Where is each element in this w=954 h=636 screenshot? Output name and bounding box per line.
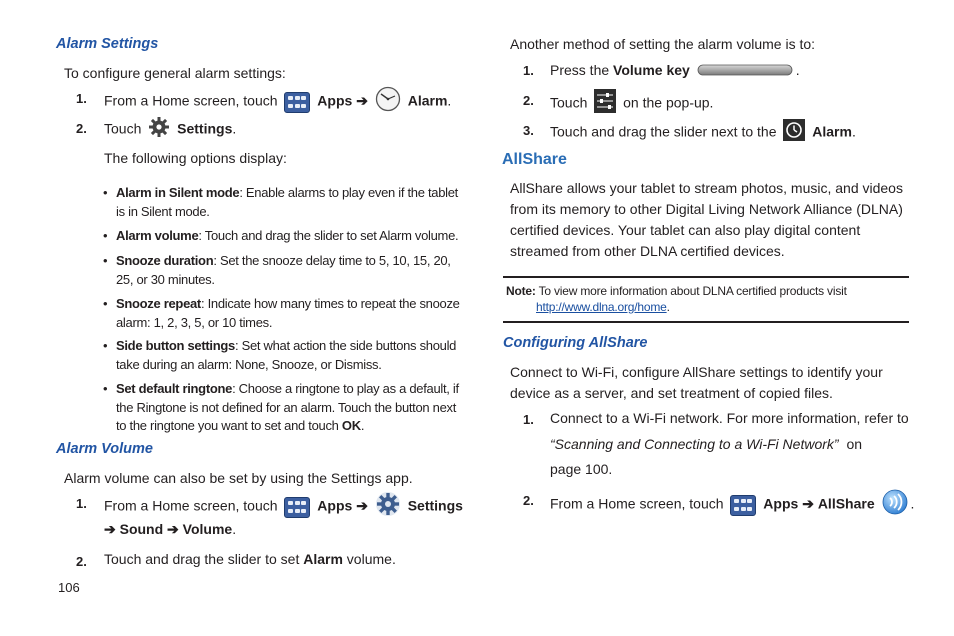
- volume-step1: [550, 60, 800, 82]
- bullet-text: [116, 380, 464, 436]
- bullet-dot: •: [103, 338, 108, 353]
- note-box: [506, 284, 906, 315]
- option-description: : Indicate how many times to repeat the snooze alarm: 1, 2, 3, 5, or 10 times.: [116, 296, 460, 330]
- settings-gear-blue-icon: [375, 491, 401, 523]
- step-text: volume.: [342, 551, 396, 567]
- volume-key-icon: [697, 61, 793, 82]
- step-text: Touch and drag the slider next to the: [550, 123, 777, 140]
- option-term: Snooze repeat: [116, 296, 201, 311]
- allshare-label: AllShare: [817, 495, 875, 512]
- configuring-step1-line2: [550, 434, 862, 455]
- period: .: [360, 418, 365, 433]
- step-text: From a Home screen, touch: [104, 497, 278, 514]
- apps-label: Apps: [317, 92, 353, 109]
- xref-title: “Scanning and Connecting to a Wi-Fi Network”: [550, 436, 839, 452]
- step-text: From a Home screen, touch: [550, 495, 724, 512]
- apps-grid-icon: [730, 495, 756, 516]
- step-number: 1.: [76, 496, 87, 511]
- step-number: 1.: [523, 412, 534, 427]
- alarm-clock-icon: [375, 86, 401, 118]
- apps-label: Apps: [317, 497, 353, 514]
- alarm-label: Alarm: [812, 123, 852, 140]
- option-description: : Enable alarms to play even if the tablet is in Silent mode.: [116, 185, 458, 219]
- path-text: ➔ Sound ➔ Volume: [104, 521, 233, 537]
- configuring-step1-line3: page 100.: [550, 461, 613, 477]
- arrow: ➔: [356, 92, 368, 109]
- step-number: 2.: [523, 93, 534, 108]
- ok-label: OK: [341, 418, 361, 433]
- configuring-paragraph: Connect to Wi-Fi, configure AllShare settings to identify your device as a server, and set treatment of copied files.: [510, 364, 883, 401]
- period: .: [795, 62, 800, 78]
- note-text: To view more information about DLNA certified products visit: [535, 284, 847, 298]
- bullet-dot: •: [103, 253, 108, 268]
- option-description: : Touch and drag the slider to set Alarm volume.: [198, 228, 459, 243]
- step-text: From a Home screen, touch: [104, 92, 278, 109]
- page-number: 106: [58, 580, 80, 595]
- option-description: : Set what action the side buttons should take during an alarm: None, Snooze, or Dismiss.: [116, 338, 457, 372]
- divider-bottom: [503, 321, 909, 323]
- step-number: 1.: [523, 63, 534, 78]
- step-text: Touch and drag the slider to set: [104, 551, 304, 567]
- configuring-step1-line1: Connect to a Wi-Fi network. For more information, refer to: [550, 410, 909, 426]
- volume-method-intro: Another method of setting the alarm volume is to:: [510, 36, 816, 52]
- option-description: : Set the snooze delay time to 5, 10, 15, 20, 25, or 30 minutes.: [116, 253, 451, 287]
- option-term: Snooze duration: [116, 253, 214, 268]
- bullet-dot: •: [103, 296, 108, 311]
- volume-step2: [550, 89, 713, 119]
- step-number: 1.: [76, 91, 87, 106]
- bullet-text: [116, 337, 464, 374]
- step-number: 2.: [523, 493, 534, 508]
- period: .: [232, 521, 237, 537]
- allshare-paragraph: AllShare allows your tablet to stream photos, music, and videos from its memory to other Digital Living Network Alliance (DLNA) certified devices. Your tablet can also play digital content streamed from other DLNA certified devices.: [510, 180, 903, 259]
- option-bullet-item: [105, 380, 465, 436]
- alarm-small-icon: [783, 119, 805, 147]
- divider-top: [503, 276, 909, 278]
- settings-label: Settings: [177, 120, 233, 137]
- allshare-icon: [882, 489, 908, 521]
- heading-alarm-volume: Alarm Volume: [56, 441, 153, 457]
- apps-grid-icon: [284, 92, 310, 113]
- bullet-dot: •: [103, 185, 108, 200]
- arrow: ➔: [356, 497, 368, 514]
- alarm-settings-intro: To configure general alarm settings:: [64, 65, 286, 81]
- bullet-text: [116, 184, 464, 221]
- option-term: Alarm in Silent mode: [116, 185, 240, 200]
- configuring-step2: [550, 489, 914, 521]
- alarm-volume-step2: [104, 549, 396, 570]
- bullet-text: [116, 252, 464, 289]
- bullet-text: [116, 227, 464, 246]
- bullet-dot: •: [103, 381, 108, 396]
- option-term: Side button settings: [116, 338, 235, 353]
- settings-label: Settings: [407, 497, 463, 514]
- heading-alarm-settings: Alarm Settings: [56, 36, 159, 52]
- apps-grid-icon: [284, 497, 310, 518]
- option-bullet-item: [105, 227, 465, 246]
- step-text: Touch: [104, 120, 142, 137]
- bullet-dot: •: [103, 228, 108, 243]
- volume-key-label: Volume key: [613, 62, 690, 78]
- bullet-text: [116, 295, 464, 332]
- option-bullet-item: [105, 184, 465, 221]
- option-bullet-item: [105, 295, 465, 332]
- volume-step3: [550, 119, 856, 147]
- option-bullet-item: [105, 337, 465, 374]
- alarm-volume-intro: Alarm volume can also be set by using the Settings app.: [64, 470, 413, 486]
- step-text: Touch: [550, 94, 588, 111]
- step-number: 2.: [76, 121, 87, 136]
- arrow: ➔: [802, 495, 814, 512]
- heading-allshare: AllShare: [502, 151, 567, 168]
- step-text: Press the: [550, 62, 614, 78]
- option-term: Set default ringtone: [116, 381, 233, 396]
- step-text: on: [846, 436, 863, 452]
- option-bullet-item: [105, 252, 465, 289]
- alarm-label: Alarm: [303, 551, 343, 567]
- alarm-settings-step2: [104, 116, 236, 144]
- period: .: [910, 495, 915, 512]
- note-label: Note:: [506, 284, 536, 298]
- dlna-link[interactable]: http://www.dlna.org/home: [536, 299, 667, 314]
- settings-gear-icon: [148, 116, 170, 144]
- sliders-icon: [594, 89, 616, 119]
- sound-volume-path: [104, 519, 236, 540]
- heading-configuring-allshare: Configuring AllShare: [503, 335, 648, 351]
- period: .: [851, 123, 856, 140]
- options-intro: The following options display:: [104, 150, 287, 166]
- step-number: 2.: [76, 554, 87, 569]
- apps-label: Apps: [763, 495, 799, 512]
- step-number: 3.: [523, 123, 534, 138]
- alarm-settings-step1: [104, 86, 451, 118]
- period: .: [447, 92, 452, 109]
- alarm-label: Alarm: [407, 92, 448, 109]
- option-term: Alarm volume: [116, 228, 199, 243]
- option-description: : Choose a ringtone to play as a default, if the Ringtone is not defined for an alarm. Touch the button next to the ringtone you want to set and touch: [116, 381, 459, 433]
- step-text: on the pop-up.: [623, 94, 714, 111]
- period: .: [232, 120, 237, 137]
- period: .: [666, 299, 670, 314]
